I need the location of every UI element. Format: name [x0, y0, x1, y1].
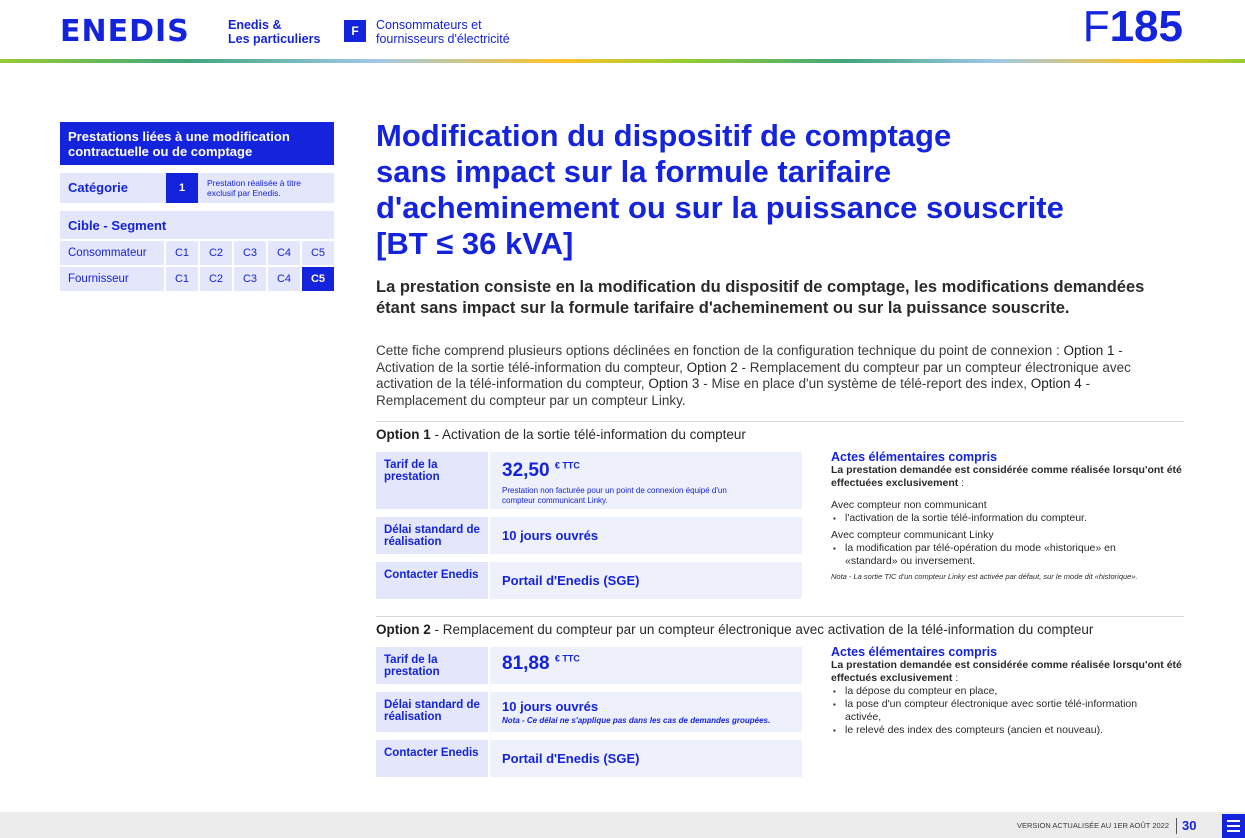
option2-contact-value: Portail d'Enedis (SGE)	[490, 740, 802, 777]
divider	[376, 421, 1184, 422]
segment-cell: C4	[268, 241, 300, 265]
segment-row-label: Fournisseur	[60, 267, 164, 291]
option1-contact-label: Contacter Enedis	[376, 562, 488, 599]
page-title: Modification du dispositif de comptage sans impact sur la formule tarifaire d'acheminement ou sur la puissance souscrite [BT ≤ 36 kVA]	[376, 118, 1064, 261]
segment-cell: C5	[302, 241, 334, 265]
list-item: ▪ la modification par télé-opération du mode «historique» en «standard» ou inversement.	[831, 542, 1145, 568]
option1-nota: Nota - La sortie TIC d'un compteur Linky est activée par défaut, sur le mode dit «historique».	[831, 572, 1138, 581]
list-item: ▪ la pose d'un compteur électronique avec sortie télé-information activée,	[831, 698, 1175, 724]
segment-cell: C2	[200, 267, 232, 291]
option1-price-note: Prestation non facturée pour un point de connexion équipé d'un compteur communicant Linky.	[502, 486, 727, 505]
option2-tarif-value: 81,88 $^{€ TTC}$	[490, 647, 802, 684]
lead-paragraph: La prestation consiste en la modification du dispositif de comptage, les modifications demandées étant sans impact sur la formule tarifaire d'acheminement ou sur la puissance souscrite.	[376, 278, 1145, 317]
sheet-code: F185	[1082, 2, 1183, 51]
target-label: Cible - Segment	[68, 218, 167, 233]
option1-title: Option 1 - Activation de la sortie télé-information du compteur	[376, 427, 746, 442]
segment-row	[60, 267, 334, 291]
option1-delai-label: Délai standard de réalisation	[376, 517, 488, 554]
list-item: ▪ l'activation de la sortie télé-information du compteur.	[831, 512, 1186, 525]
intro-paragraph: Cette fiche comprend plusieurs options déclinées en fonction de la configuration technique du point de connexion : Option 1 - Activation de la sortie télé-information du compteur, Option 2 - Remplacement du compteur par un compteur électronique avec activation de la télé-information du compteur, Option 3 - Mise en place d'un système de télé-report des index, Option 4 - Remplacement du compteur par un compteur Linky.	[376, 343, 1131, 408]
header-stripe	[0, 59, 1245, 63]
category-description: Prestation réalisée à titre exclusif par Enedis.	[207, 178, 302, 198]
section-label: Enedis & Les particuliers	[228, 18, 321, 46]
segment-cell: C4	[268, 267, 300, 291]
segment-row-label: Consommateur	[60, 241, 164, 265]
divider	[376, 616, 1184, 617]
page-number: 30	[1182, 818, 1197, 833]
category-value: 1	[166, 173, 198, 203]
segment-cell: C3	[234, 267, 266, 291]
option2-delai-note: Nota - Ce délai ne s'applique pas dans les cas de demandes groupées.	[502, 716, 771, 725]
audience-label: Consommateurs et fournisseurs d'électricité	[376, 18, 510, 46]
segment-cell: C5	[302, 267, 334, 291]
option2-actes: Actes élémentaires compris La prestation demandée est considérée comme réalisée lorsqu'ont été effectués exclusivement : ▪ la dépose du compteur en place, ▪ la pose d'un compteur électronique avec sortie télé-information activée, ▪ le relevé des index des compteurs (ancien et nouveau).	[831, 645, 1186, 737]
option2-title: Option 2 - Remplacement du compteur par un compteur électronique avec activation de la télé-information du compteur	[376, 622, 1094, 637]
option2-delai-label: Délai standard de réalisation	[376, 692, 488, 732]
list-item: ▪ la dépose du compteur en place,	[831, 685, 1186, 698]
option1-delai-value: 10 jours ouvrés	[490, 517, 802, 554]
category-label: Catégorie	[68, 180, 128, 195]
option2-delai-value: 10 jours ouvrés Nota - Ce délai ne s'applique pas dans les cas de demandes groupées.	[490, 692, 802, 732]
option2-contact-label: Contacter Enedis	[376, 740, 488, 777]
page-divider	[1176, 818, 1177, 834]
option1-tarif-value: 32,50 $^{€ TTC}$ Prestation non facturée pour un point de connexion équipé d'un compteur communicant Linky.	[490, 452, 802, 509]
segment-cell: C1	[166, 241, 198, 265]
list-item: ▪ le relevé des index des compteurs (ancien et nouveau).	[831, 724, 1186, 737]
option1-tarif-label: Tarif de la prestation	[376, 452, 488, 509]
segment-row	[60, 241, 334, 265]
menu-icon[interactable]	[1222, 814, 1245, 838]
enedis-logo: ENEDIS	[60, 14, 190, 49]
option1-actes: Actes élémentaires compris La prestation demandée est considérée comme réalisée lorsqu'ont été effectuées exclusivement : Avec compteur non communicant ▪ l'activation de la sortie télé-information du compteur. Avec compteur communicant Linky ▪ la modification par télé-opération du mode «historique» en «standard» ou inversement. Nota - La sortie TIC d'un compteur Linky est activée par défaut, sur le mode dit «historique».	[831, 450, 1186, 583]
segment-cell: C2	[200, 241, 232, 265]
segment-cell: C3	[234, 241, 266, 265]
option2-tarif-label: Tarif de la prestation	[376, 647, 488, 684]
sidebar-heading: Prestations liées à une modification contractuelle ou de comptage	[60, 122, 334, 165]
segment-cell: C1	[166, 267, 198, 291]
version-label: VERSION ACTUALISÉE AU 1ER AOÛT 2022	[1017, 821, 1170, 830]
section-badge: F	[344, 20, 366, 42]
option1-contact-value: Portail d'Enedis (SGE)	[490, 562, 802, 599]
